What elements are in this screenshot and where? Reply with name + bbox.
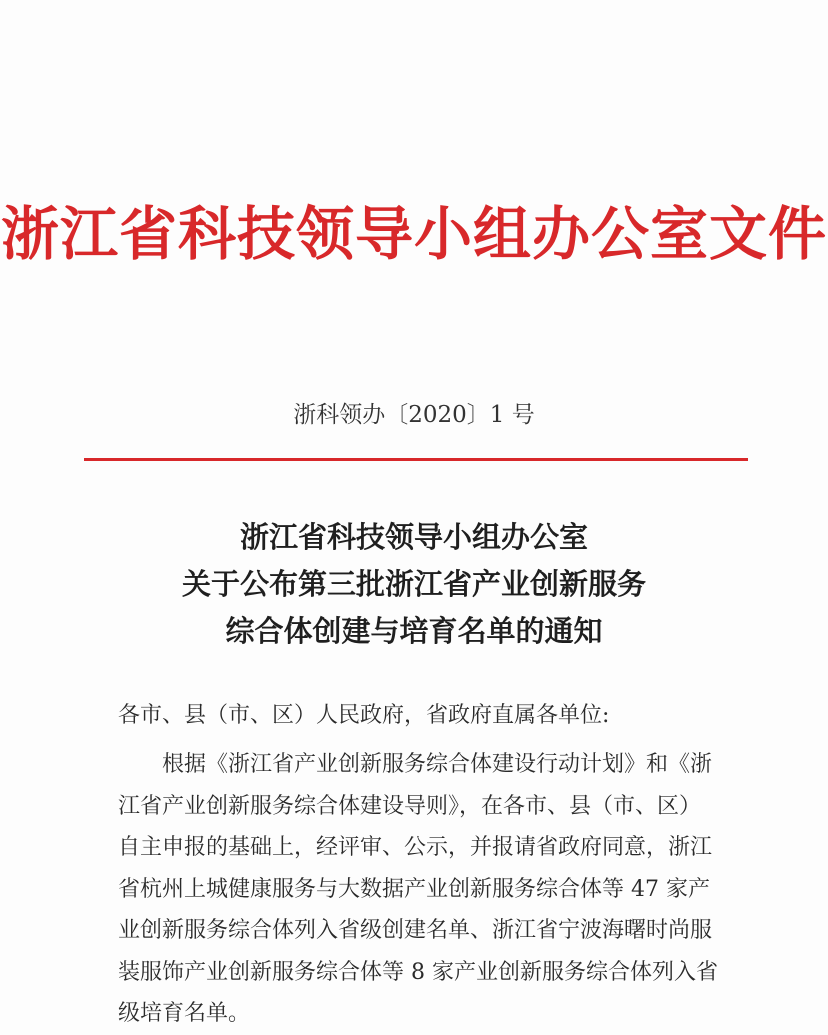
body-line: 根据《浙江省产业创新服务综合体建设行动计划》和《浙 <box>162 752 713 777</box>
document-header-title: 浙江省科技领导小组办公室文件 <box>0 200 827 268</box>
body-line: 江省产业创新服务综合体建设导则》，在各市、县（市、区） <box>118 793 702 819</box>
notice-title <box>0 514 828 655</box>
body-line: 省杭州上城健康服务与大数据产业创新服务综合体等 47 家产 <box>118 876 710 902</box>
red-divider-line <box>84 458 748 461</box>
notice-title-line: 浙江省科技领导小组办公室 <box>239 520 588 554</box>
body-line: 自主申报的基础上，经评审、公示，并报请省政府同意，浙江 <box>118 835 713 860</box>
notice-title-line: 综合体创建与培育名单的通知 <box>225 614 603 648</box>
document-number: 浙科领办〔2020〕1 号 <box>293 402 535 428</box>
body-line: 业创新服务综合体列入省级创建名单、浙江省宁波海曙时尚服 <box>118 918 713 943</box>
salutation: 各市、县（市、区）人民政府，省政府直属各单位: <box>118 703 610 728</box>
body-paragraph <box>118 744 718 1035</box>
body-line: 装服饰产业创新服务综合体等 8 家产业创新服务综合体列入省 <box>118 959 718 985</box>
notice-title-line: 关于公布第三批浙江省产业创新服务 <box>181 567 646 601</box>
body-line: 级培育名单。 <box>118 1001 251 1026</box>
